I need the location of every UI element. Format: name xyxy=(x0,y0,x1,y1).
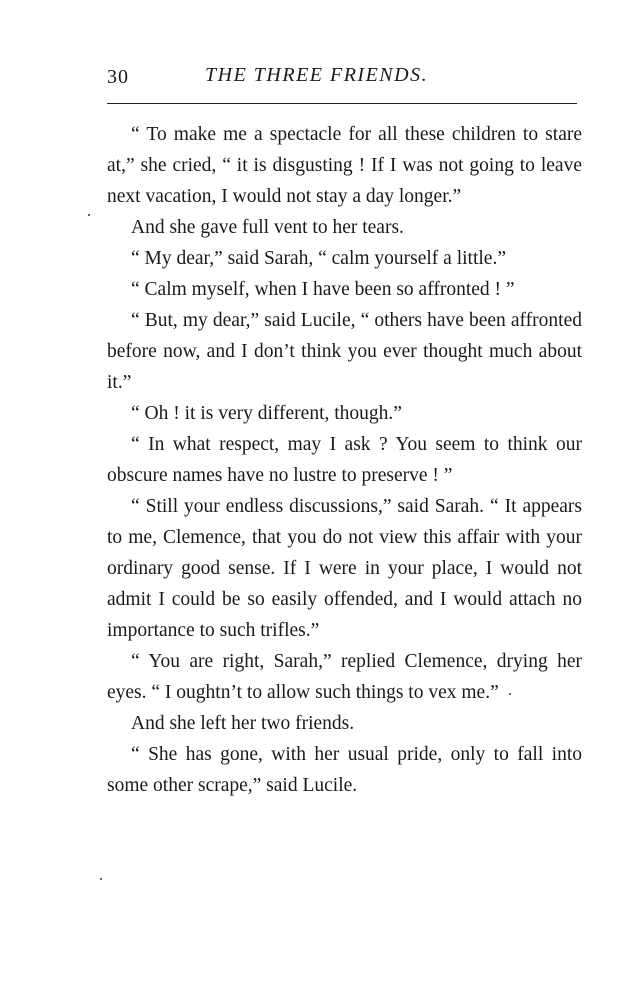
paragraph: And she left her two friends. xyxy=(131,713,355,734)
paragraph: “ You are right, Sarah,” replied Clemence, drying her eyes. “ I oughtn’t to allow such things to vex me.” xyxy=(107,651,582,703)
paragraph: “ But, my dear,” said Lucile, “ others have been affronted before now, and I don’t think you ever thought much about it.” xyxy=(107,310,582,393)
running-title: THE THREE FRIENDS. xyxy=(205,64,429,86)
paragraph: “ Still your endless discussions,” said Sarah. “ It appears to me, Clemence, that you do not view this affair with your ordinary good sense. If I were in your place, I would not admit I could be so easily offended, and I would attach no importance to such trifles.” xyxy=(107,496,582,641)
paragraph: And she gave full vent to her tears. xyxy=(131,217,404,238)
paragraph: “ Oh ! it is very different, though.” xyxy=(131,403,402,424)
page-number: 30 xyxy=(107,66,129,88)
page-header xyxy=(107,62,577,92)
print-speck xyxy=(88,214,90,216)
paragraph: “ My dear,” said Sarah, “ calm yourself a little.” xyxy=(131,248,506,269)
print-speck xyxy=(100,878,102,880)
paragraph: “ In what respect, may I ask ? You seem to think our obscure names have no lustre to preserve ! ” xyxy=(107,434,582,486)
paragraph: “ To make me a spectacle for all these children to stare at,” she cried, “ it is disgusting ! If I was not going to leave next vacation, I would not stay a day longer.” xyxy=(107,124,582,207)
paragraph: “ She has gone, with her usual pride, only to fall into some other scrape,” said Lucile. xyxy=(107,744,582,796)
body-text xyxy=(107,119,582,801)
header-rule xyxy=(107,103,577,104)
print-speck xyxy=(509,693,511,695)
paragraph: “ Calm myself, when I have been so affronted ! ” xyxy=(131,279,515,300)
